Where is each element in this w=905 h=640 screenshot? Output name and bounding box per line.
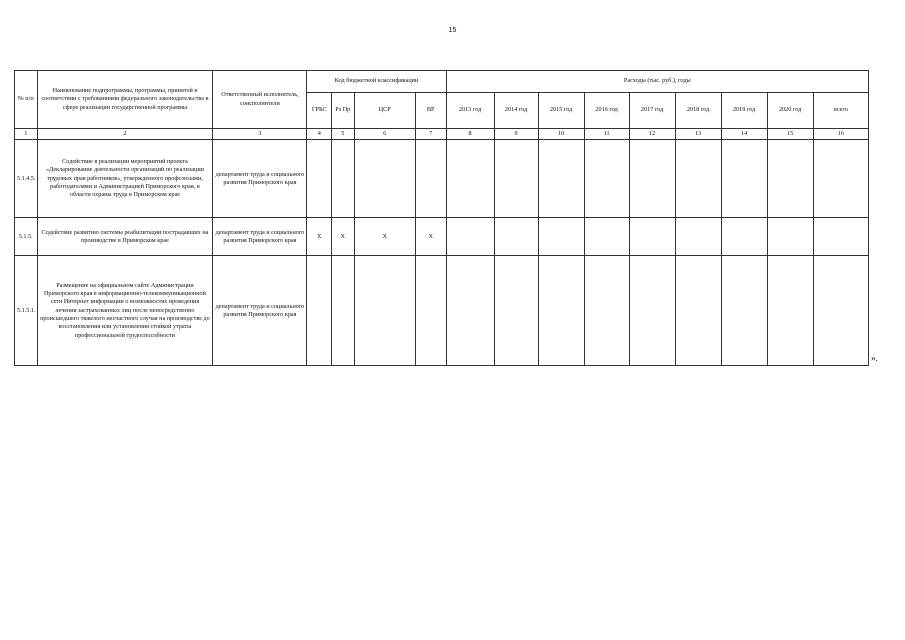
row-mark-rzpr xyxy=(332,140,355,218)
header-rzpr: Рз Пр xyxy=(332,93,355,129)
column-number: 11 xyxy=(584,129,629,140)
header-year-2013: 2013 год xyxy=(446,93,494,129)
table-row xyxy=(15,140,869,218)
header-year-2016: 2016 год xyxy=(584,93,629,129)
row-name: Размещение на официальном сайте Администрации Приморского края в информационно-телекоммуникационной сети Интернет информации о возможностях проведения лечения застрахованных лиц после непосредственно происшедшего тяжелого несчастного случая на производстве до восстановления или установления стойкой утраты профессиональной трудоспособности xyxy=(37,256,213,366)
row-code: 5.1.4.5. xyxy=(15,140,38,218)
column-number: 6 xyxy=(354,129,415,140)
row-cell-empty xyxy=(721,140,767,218)
column-number: 13 xyxy=(675,129,721,140)
header-responsible: Ответственный исполнитель, соисполнители xyxy=(213,71,307,129)
column-number: 16 xyxy=(813,129,868,140)
row-cell-empty xyxy=(721,256,767,366)
row-code: 5.1.5.1. xyxy=(15,256,38,366)
page-number: 15 xyxy=(448,27,457,34)
row-cell-empty xyxy=(767,140,813,218)
column-number: 5 xyxy=(332,129,355,140)
header-year-2017: 2017 год xyxy=(629,93,675,129)
header-vr: ВР xyxy=(415,93,446,129)
row-responsible: департамент труда и социального развития Приморского края xyxy=(213,140,307,218)
header-row-top xyxy=(15,71,869,93)
row-cell-empty xyxy=(629,256,675,366)
row-cell-empty xyxy=(675,140,721,218)
column-number: 10 xyxy=(538,129,584,140)
row-cell-empty xyxy=(494,140,538,218)
header-year-2019: 2019 год xyxy=(721,93,767,129)
closing-quote-mark: ». xyxy=(871,353,878,363)
row-mark-vr: Х xyxy=(415,218,446,256)
column-number: 1 xyxy=(15,129,38,140)
row-name: Содействие в реализации мероприятий проекта «Декларирование деятельности организаций по реализации трудовых прав работников», утвержденного профсоюзами, работодателями и Администрацией Приморского края, в области охраны труда в Приморском крае xyxy=(37,140,213,218)
column-number: 3 xyxy=(213,129,307,140)
row-mark-grbs xyxy=(307,140,332,218)
column-number: 9 xyxy=(494,129,538,140)
row-mark-csr: Х xyxy=(354,218,415,256)
row-cell-empty xyxy=(538,256,584,366)
row-cell-empty xyxy=(813,140,868,218)
column-number: 14 xyxy=(721,129,767,140)
header-expense-group: Расходы (тыс. руб.), годы xyxy=(446,71,868,93)
table-row xyxy=(15,256,869,366)
row-mark-csr xyxy=(354,256,415,366)
row-mark-rzpr: Х xyxy=(332,218,355,256)
header-total: всего xyxy=(813,93,868,129)
header-year-2014: 2014 год xyxy=(494,93,538,129)
row-cell-empty xyxy=(813,218,868,256)
row-mark-grbs: Х xyxy=(307,218,332,256)
row-cell-empty xyxy=(675,218,721,256)
row-cell-empty xyxy=(538,140,584,218)
header-year-2020: 2020 год xyxy=(767,93,813,129)
column-number: 15 xyxy=(767,129,813,140)
row-mark-vr xyxy=(415,256,446,366)
row-cell-empty xyxy=(675,256,721,366)
table-row xyxy=(15,218,869,256)
row-responsible: департамент труда и социального развития Приморского края xyxy=(213,218,307,256)
header-year-2015: 2015 год xyxy=(538,93,584,129)
program-table xyxy=(14,70,869,366)
row-code: 5.1.5. xyxy=(15,218,38,256)
row-cell-empty xyxy=(446,256,494,366)
row-cell-empty xyxy=(584,140,629,218)
row-cell-empty xyxy=(813,256,868,366)
header-csr: ЦСР xyxy=(354,93,415,129)
row-name: Содействие развитию системы реабилитации пострадавших на производстве в Приморском крае xyxy=(37,218,213,256)
row-cell-empty xyxy=(446,140,494,218)
row-cell-empty xyxy=(767,256,813,366)
row-cell-empty xyxy=(538,218,584,256)
row-mark-vr xyxy=(415,140,446,218)
header-num: № п/п xyxy=(15,71,38,129)
header-name: Наименование подпрограммы, программы, принятой в соответствии с требованиями федерального законодательства в сфере реализации государственной программы xyxy=(37,71,213,129)
column-number-row xyxy=(15,129,869,140)
header-budget-group: Код бюджетной классификации xyxy=(307,71,446,93)
column-number: 7 xyxy=(415,129,446,140)
row-cell-empty xyxy=(629,140,675,218)
row-cell-empty xyxy=(584,256,629,366)
row-cell-empty xyxy=(446,218,494,256)
row-responsible: департамент труда и социального развития Приморского края xyxy=(213,256,307,366)
row-cell-empty xyxy=(767,218,813,256)
row-cell-empty xyxy=(629,218,675,256)
row-mark-rzpr xyxy=(332,256,355,366)
row-mark-csr xyxy=(354,140,415,218)
row-cell-empty xyxy=(584,218,629,256)
row-cell-empty xyxy=(494,218,538,256)
row-mark-grbs xyxy=(307,256,332,366)
column-number: 2 xyxy=(37,129,213,140)
column-number: 4 xyxy=(307,129,332,140)
header-year-2018: 2018 год xyxy=(675,93,721,129)
row-cell-empty xyxy=(721,218,767,256)
column-number: 8 xyxy=(446,129,494,140)
column-number: 12 xyxy=(629,129,675,140)
row-cell-empty xyxy=(494,256,538,366)
header-grbs: ГРБС xyxy=(307,93,332,129)
